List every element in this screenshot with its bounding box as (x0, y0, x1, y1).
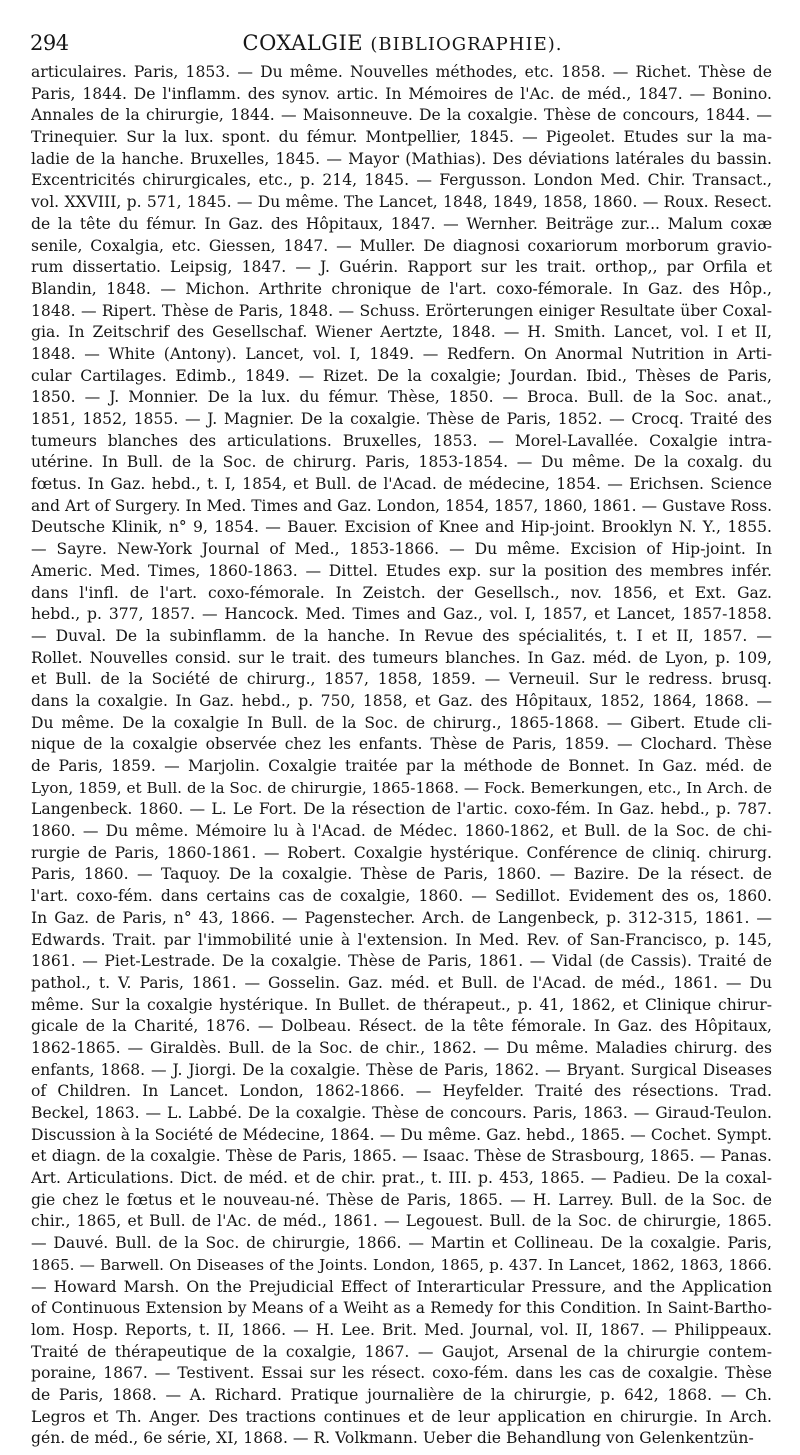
text-line: ladie de la hanche. Bruxelles, 1845. — Mayor (Mathias). Des déviations latérales du bassin. (31, 149, 772, 168)
text-line: articulaires. Paris, 1853. — Du même. Nouvelles méthodes, etc. 1858. — Richet. Thèse de (31, 63, 772, 81)
bibliography-text (31, 62, 772, 1450)
text-line: of Continuous Extension by Means of a Weiht as a Remedy for this Condition. In Saint-Bartho- (31, 1299, 772, 1318)
text-line: 1851, 1852, 1855. — J. Magnier. De la coxalgie. Thèse de Paris, 1852. — Crocq. Traité des (31, 410, 772, 428)
text-line: Americ. Med. Times, 1860-1863. — Dittel. Etudes exp. sur la position des membres infér. (31, 561, 772, 580)
text-line: 1848. — Ripert. Thèse de Paris, 1848. — Schuss. Erörterungen einiger Resultate über Coxal- (31, 301, 772, 320)
text-line: fœtus. In Gaz. hebd., t. I, 1854, et Bull. de l'Acad. de médecine, 1854. — Erichsen. Science (31, 475, 772, 494)
text-line: 1848. — White (Antony). Lancet, vol. I, 1849. — Redfern. On Anormal Nutrition in Arti- (31, 344, 772, 363)
text-line: 1862-1865. — Giraldès. Bull. de la Soc. de chir., 1862. — Du même. Maladies chirurg. des (31, 1038, 772, 1057)
text-line: — Duval. De la subinflamm. de la hanche. In Revue des spécialités, t. I et II, 1857. — (31, 626, 772, 645)
text-line: gicale de la Charité, 1876. — Dolbeau. Résect. de la tête fémorale. In Gaz. des Hôpitaux, (31, 1017, 772, 1036)
text-line: Edwards. Trait. par l'immobilité unie à l'extension. In Med. Rev. of San-Francisco, p. 145, (31, 930, 772, 949)
text-line: Trinequier. Sur la lux. spont. du fémur. Montpellier, 1845. — Pigeolet. Etudes sur la ma- (31, 128, 772, 147)
text-line: nique de la coxalgie observée chez les enfants. Thèse de Paris, 1859. — Clochard. Thèse (31, 735, 772, 754)
text-line: de Paris, 1868. — A. Richard. Pratique journalière de la chirurgie, p. 642, 1868. — Ch. (31, 1385, 772, 1404)
text-line: Beckel, 1863. — L. Labbé. De la coxalgie. Thèse de concours. Paris, 1863. — Giraud-Teulon. (31, 1104, 772, 1122)
running-head (30, 28, 775, 58)
text-line: même. Sur la coxalgie hystérique. In Bullet. de thérapeut., p. 41, 1862, et Clinique chirur- (31, 995, 772, 1014)
text-line: rurgie de Paris, 1860-1861. — Robert. Coxalgie hystérique. Conférence de cliniq. chirurg. (31, 843, 772, 862)
text-line: poraine, 1867. — Testivent. Essai sur les résect. coxo-fém. dans les cas de coxalgie. Thèse (31, 1364, 772, 1383)
text-line: — Howard Marsh. On the Prejudicial Effect of Interarticular Pressure, and the Application (31, 1277, 772, 1296)
text-line: vol. XXVIII, p. 571, 1845. — Du même. The Lancet, 1848, 1849, 1858, 1860. — Roux. Resect. (31, 193, 772, 212)
text-line: Traité de thérapeutique de la coxalgie, 1867. — Gaujot, Arsenal de la chirurgie contem- (31, 1342, 772, 1361)
text-line: et diagn. de la coxalgie. Thèse de Paris, 1865. — Isaac. Thèse de Strasbourg, 1865. — Panas. (31, 1147, 772, 1166)
text-line: Discussion à la Société de Médecine, 1864. — Du même. Gaz. hebd., 1865. — Cochet. Sympt. (31, 1125, 772, 1144)
text-line: 1860. — Du même. Mémoire lu à l'Acad. de Médec. 1860-1862, et Bull. de la Soc. de chi- (31, 822, 772, 841)
text-line: Deutsche Klinik, n° 9, 1854. — Bauer. Excision of Knee and Hip-joint. Brooklyn N. Y., 1855. (31, 518, 772, 537)
text-line: cular Cartilages. Edimb., 1849. — Rizet. De la coxalgie; Jourdan. Ibid., Thèses de Paris, (31, 366, 772, 385)
text-line: gén. de méd., 6e série, XI, 1868. — R. Volkmann. Ueber die Behandlung von Gelenkentzün- (31, 1429, 754, 1448)
text-line: Langenbeck. 1860. — L. Le Fort. De la résection de l'artic. coxo-fém. In Gaz. hebd., p. 787. (31, 800, 772, 819)
page-number: 294 (30, 31, 69, 55)
text-line: et Bull. de la Société de chirurg., 1857, 1858, 1859. — Verneuil. Sur le redress. brusq. (31, 670, 772, 689)
text-line: 1861. — Piet-Lestrade. De la coxalgie. Thèse de Paris, 1861. — Vidal (de Cassis). Traité de (31, 952, 772, 971)
text-line: de Paris, 1859. — Marjolin. Coxalgie traitée par la méthode de Bonnet. In Gaz. méd. de (31, 757, 772, 775)
text-line: Lyon, 1859, et Bull. de la Soc. de chirurgie, 1865-1868. — Fock. Bemerkungen, etc., In Arch. de (31, 778, 772, 797)
text-line: pathol., t. V. Paris, 1861. — Gosselin. Gaz. méd. et Bull. de l'Acad. de méd., 1861. — Du (31, 973, 772, 992)
text-line: In Gaz. de Paris, n° 43, 1866. — Pagenstecher. Arch. de Langenbeck, p. 312-315, 1861. — (31, 908, 772, 927)
text-line: gie chez le fœtus et le nouveau-né. Thèse de Paris, 1865. — H. Larrey. Bull. de la Soc. de (31, 1190, 772, 1209)
text-line: lom. Hosp. Reports, t. II, 1866. — H. Lee. Brit. Med. Journal, vol. II, 1867. — Philippeaux. (31, 1320, 772, 1339)
text-line: 1865. — Barwell. On Diseases of the Joints. London, 1865, p. 437. In Lancet, 1862, 1863, 1866. (31, 1255, 772, 1274)
text-line: utérine. In Bull. de la Soc. de chirurg. Paris, 1853-1854. — Du même. De la coxalg. du (31, 453, 772, 472)
text-line: chir., 1865, et Bull. de l'Ac. de méd., 1861. — Legouest. Bull. de la Soc. de chirurgie, 1865. (31, 1212, 772, 1231)
text-line: gia. In Zeitschrif des Gesellschaf. Wiener Aertzte, 1848. — H. Smith. Lancet, vol. I et II, (31, 323, 772, 342)
text-line: — Sayre. New-York Journal of Med., 1853-1866. — Du même. Excision of Hip-joint. In (31, 540, 772, 559)
title-subtitle: (BIBLIOGRAPHIE). (370, 34, 563, 55)
text-line: dans l'infl. de l'art. coxo-fémorale. In Zeistch. der Gesellsch., nov. 1856, et Ext. Gaz. (31, 583, 772, 602)
text-line: and Art of Surgery. In Med. Times and Gaz. London, 1854, 1857, 1860, 1861. — Gustave Ross. (31, 496, 772, 515)
running-title (30, 28, 775, 60)
text-line: rum dissertatio. Leipsig, 1847. — J. Guérin. Rapport sur les trait. orthop,, par Orfila et (31, 258, 772, 277)
text-line: senile, Coxalgia, etc. Giessen, 1847. — Muller. De diagnosi coxariorum morborum gravio- (31, 236, 772, 255)
text-line: tumeurs blanches des articulations. Bruxelles, 1853. — Morel-Lavallée. Coxalgie intra- (31, 431, 772, 450)
title-text: COXALGIE (242, 31, 364, 55)
text-line: Blandin, 1848. — Michon. Arthrite chronique de l'art. coxo-fémorale. In Gaz. des Hôp., (31, 279, 772, 298)
text-line: enfants, 1868. — J. Jiorgi. De la coxalgie. Thèse de Paris, 1862. — Bryant. Surgical Diseases (31, 1060, 772, 1079)
text-line: dans la coxalgie. In Gaz. hebd., p. 750, 1858, et Gaz. des Hôpitaux, 1852, 1864, 1868. — (31, 691, 772, 710)
text-line: Rollet. Nouvelles consid. sur le trait. des tumeurs blanches. In Gaz. méd. de Lyon, p. 109, (31, 648, 772, 667)
text-line: Annales de la chirurgie, 1844. — Maisonneuve. De la coxalgie. Thèse de concours, 1844. — (31, 106, 772, 125)
text-line: Du même. De la coxalgie In Bull. de la Soc. de chirurg., 1865-1868. — Gibert. Etude cli- (31, 713, 772, 732)
text-line: l'art. coxo-fém. dans certains cas de coxalgie, 1860. — Sedillot. Evidement des os, 1860. (31, 887, 772, 906)
text-line: Paris, 1844. De l'inflamm. des synov. artic. In Mémoires de l'Ac. de méd., 1847. — Bonino. (31, 84, 772, 103)
text-line: — Dauvé. Bull. de la Soc. de chirurgie, 1866. — Martin et Collineau. De la coxalgie. Paris, (31, 1234, 772, 1253)
text-line: Excentricités chirurgicales, etc., p. 214, 1845. — Fergusson. London Med. Chir. Transact., (31, 171, 772, 190)
text-line: Paris, 1860. — Taquoy. De la coxalgie. Thèse de Paris, 1860. — Bazire. De la résect. de (31, 865, 772, 884)
text-line: hebd., p. 377, 1857. — Hancock. Med. Times and Gaz., vol. I, 1857, et Lancet, 1857-1858. (31, 605, 772, 624)
text-line: 1850. — J. Monnier. De la lux. du fémur. Thèse, 1850. — Broca. Bull. de la Soc. anat., (31, 388, 772, 407)
text-line: de la tête du fémur. In Gaz. des Hôpitaux, 1847. — Wernher. Beiträge zur... Malum coxæ (31, 214, 772, 233)
text-line: Art. Articulations. Dict. de méd. et de chir. prat., t. III. p. 453, 1865. — Padieu. De la coxal- (31, 1169, 772, 1188)
text-line: Legros et Th. Anger. Des tractions continues et de leur application en chirurgie. In Arch. (31, 1407, 772, 1426)
text-line: of Children. In Lancet. London, 1862-1866. — Heyfelder. Traité des résections. Trad. (31, 1082, 772, 1101)
